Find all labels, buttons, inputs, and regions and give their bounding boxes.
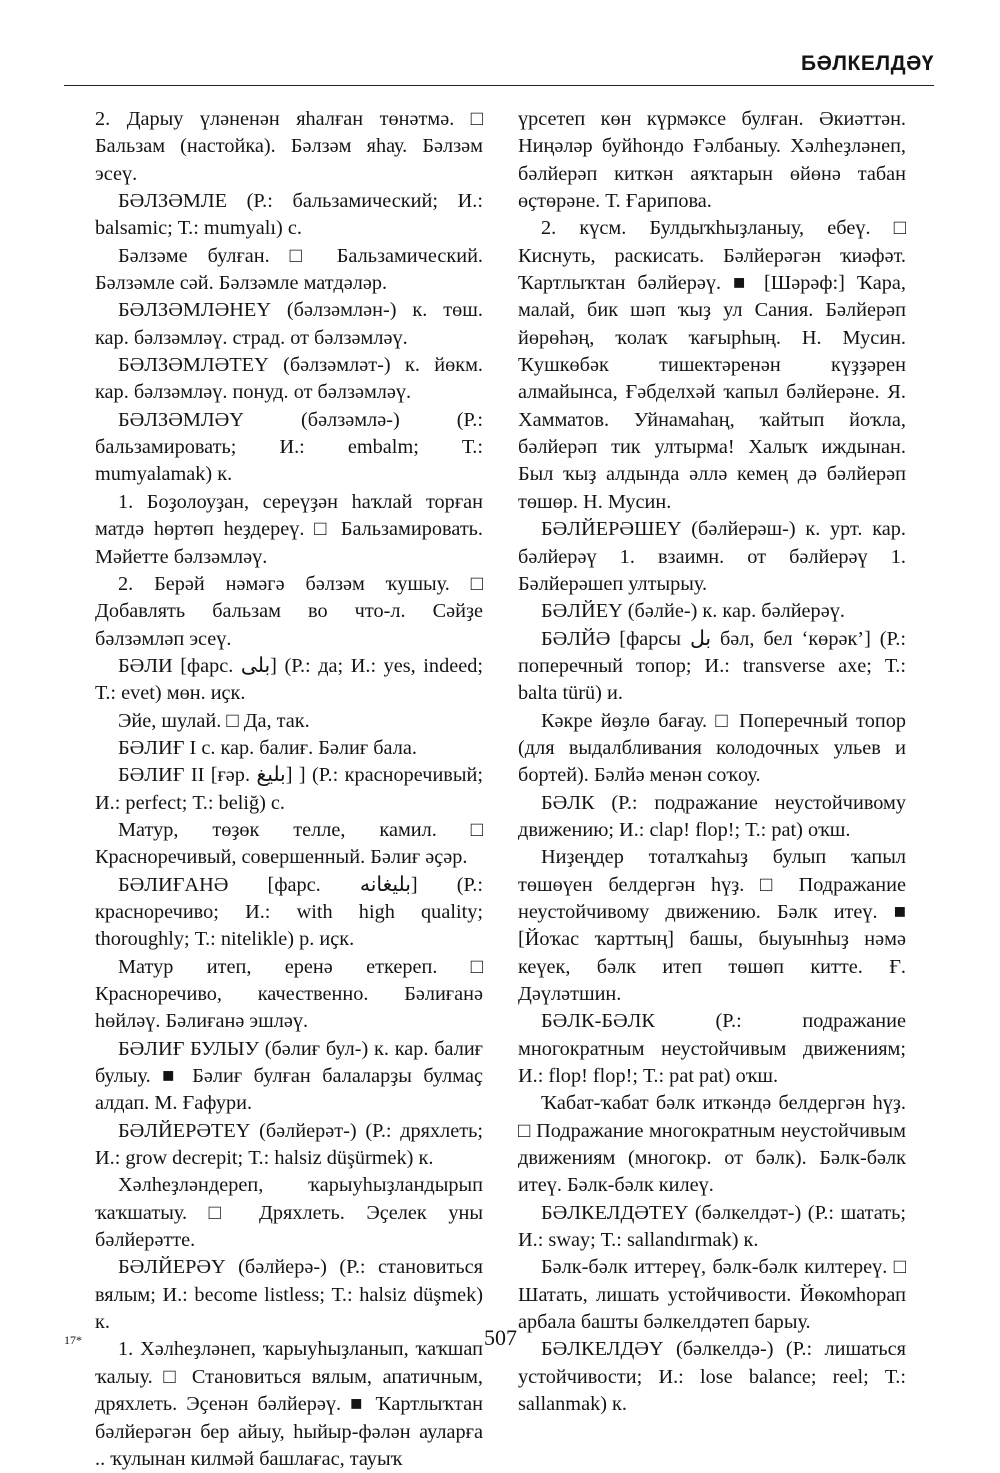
entry-text: Хәлһеҙләндереп, ҡарыуһыҙландырып ҡаҡшатыу. □ Дряхлеть. Эҫелек уны бәлйерәтте. — [95, 1174, 483, 1252]
entry-text: Кәкре йөҙлө бағау. □ Поперечный топор (для выдалбливания колодочных ульев и бортей). Бәлйә менән соҡоу. — [518, 709, 906, 787]
entry-text: БӘЛЙӘ [фарсы بل бәл, бел ‘көрәк’] (Р.: поперечный топор; И.: transverse axe; Т.: balta türü) и. — [518, 627, 906, 705]
left-column — [95, 106, 483, 1473]
entry-text: Ҡабат-ҡабат бәлк иткәндә белдергән һүҙ. □ Подражание многократным неустойчивым движениям (многокр. от бәлк). Бәлк-бәлк итеү. Бәлк-бәлк килеү. — [518, 1092, 906, 1197]
headword-header: БӘЛКЕЛДӘҮ — [800, 52, 934, 75]
entry-text: БӘЛЙЕРӘШЕҮ (бәлйерәш-) к. урт. кар. бәлйерәү 1. взаимн. от бәлйерәү 1. Бәлйерәшеп ултырыу. — [518, 518, 906, 595]
header-rule — [64, 85, 934, 86]
entry-text: Бәлк-бәлк иттереү, бәлк-бәлк килтереү. □ Шатать, лишать устойчивости. Йөкомһорап арбала башты бәлкелдәтеп барыу. — [518, 1256, 906, 1334]
entry-text: БӘЛК-БӘЛК (Р.: подражание многократным неустойчивым движениям; И.: flop! flop!; Т.: pat pat) оҡш. — [518, 1010, 906, 1088]
entry-text: БӘЛКЕЛДӘТЕҮ (бәлкелдәт-) (Р.: шатать; И.: sway; Т.: sallandırmak) к. — [518, 1201, 906, 1252]
entry-text: БӘЛИҒ I с. кар. балиғ. Бәлиғ бала. — [118, 736, 417, 759]
entry-text: БӘЛЗӘМЛӘҮ (бәлзәмлә-) (Р.: бальзамировать; И.: embalm; Т.: mumyalamak) к. — [95, 408, 483, 486]
right-column — [518, 106, 906, 1419]
entry-text: Матур, төҙөк телле, камил. □ Красноречивый, совершенный. Бәлиғ әҫәр. — [95, 818, 483, 869]
page-number: 507 — [484, 1325, 517, 1350]
running-header — [64, 52, 934, 82]
entry-text: Эйе, шулай. □ Да, так. — [118, 709, 310, 732]
entry-text: 1. Хәлһеҙләнеп, ҡарыуһыҙланып, ҡаҡшап ҡалыу. □ Становиться вялым, апатичным, дряхлеть. Эҫенән бәлйерәү. ■ Ҡартлыҡтан бәлйерәгән бер айыу, һыйыр-фәлән ауларға .. ҡулынан килмәй башлағас, тауыҡ — [95, 1338, 483, 1470]
entry-text: 2. Дарыу үләненән яһалған төнәтмә. □ Бальзам (настойка). Бәлзәм яһау. Бәлзәм эсеү. — [95, 108, 483, 185]
entry-text: БӘЛК (Р.: подражание неустойчивому движению; И.: clap! flop!; Т.: pat) оҡш. — [518, 791, 906, 841]
entry-text: 2. күсм. Булдыҡһыҙланыу, ебеү. □ Киснуть, раскисать. Бәлйерәгән ҡиәфәт. Ҡартлыҡтан бәлйерәү. ■ [Шәрәф:] Ҡара, малай, бик шәп ҡыҙ ул Сания. Бәлйерәп йөрөһәң, ҡолаҡ ҡағырһың. Н. Мусин. Ҡушкөбәк тишектәренән күҙҙәрен алмайынса, Ғәбделхәй ҡапыл бәлйерәне. Я. Хамматов. Уйнамаһаң, ҡайтып йоҡла, бәлйерәп тик ултырма! Халыҡ иждынан. Был ҡыҙ алдында әллә кемең дә бәлйерәп төшөр. Н. Мусин. — [518, 217, 906, 513]
entry-text: БӘЛИ [фарс. بلی] (Р.: да; И.: yes, indeed; Т.: evet) мөн. иҫк. — [95, 654, 483, 705]
entry-text: БӘЛИҒ II [ғәр. بليغ] ] (Р.: красноречивый; И.: perfect; Т.: beliğ) с. — [95, 764, 483, 814]
entry-text: БӘЛЙЕҮ (бәлйе-) к. кар. бәлйерәү. — [541, 600, 845, 623]
entry-text: БӘЛЙЕРӘТЕҮ (бәлйерәт-) (Р.: дряхлеть; И.: grow decrepit; Т.: halsiz düşürmek) к. — [95, 1119, 483, 1170]
entry-text: 2. Берәй нәмәгә бәлзәм ҡушыу. □ Добавлять бальзам во что-л. Сәйҙе бәлзәмләп эсеү. — [95, 572, 483, 650]
entry-text: 1. Боҙолоуҙан, сереүҙән һаҡлай торған матдә һөртөп һеҙдереү. □ Бальзамировать. Мәйетте бәлзәмләү. — [95, 490, 483, 568]
entry-text: Бәлзәме булған. □ Бальзамический. Бәлзәмле сәй. Бәлзәмле матдәләр. — [95, 244, 483, 295]
entry-text: Ниҙеңдер тоталҡаһыҙ булып ҡапыл төшөүен белдергән һүҙ. □ Подражание неустойчивому движению. Бәлк итеү. ■ [Йоҡас ҡарттың] башы, быуынһыҙ нәмә кеүек, бәлк итеп төшөп китте. Ғ. Дәүләтшин. — [518, 846, 906, 1005]
entry-text: БӘЛЗӘМЛӘНЕҮ (бәлзәмлән-) к. төш. кар. бәлзәмләү. страд. от бәлзәмләү. — [95, 299, 483, 349]
entry-text: БӘЛЙЕРӘҮ (бәлйерә-) (Р.: становиться вялым; И.: become listless; Т.: halsiz düşmek) к. — [95, 1256, 483, 1334]
entry-text: БӘЛИҒАНӘ [фарс. بليغانه] (Р.: красноречиво; И.: with high quality; thoroughly; Т.: nitelikle) р. иҫк. — [95, 873, 484, 951]
entry-text: үрсетеп көн күрмәксе булған. Әкиәттән. Ниңәләр буйһондо Ғәлбаныу. Хәлһеҙләнеп, бәлйерәп киткән аяҡтарын өйөнә табан өҫтөрәне. Т. Ғарипова. — [518, 108, 906, 213]
entry-text: Матур итеп, еренә еткереп. □ Красноречиво, качественно. Бәлиғанә һөйләү. Бәлиғанә эшләү. — [95, 955, 483, 1033]
entry-text: БӘЛЗӘМЛЕ (Р.: бальзамический; И.: balsamic; Т.: mumyalı) с. — [95, 190, 483, 240]
entry-text: БӘЛИҒ БУЛЫУ (бәлиғ бул-) к. кар. балиғ булыу. ■ Бәлиғ булған балаларҙы булмаҫ алдап. М. Ғафури. — [95, 1037, 483, 1115]
entry-text: БӘЛЗӘМЛӘТЕҮ (бәлзәмләт-) к. йөкм. кар. бәлзәмләү. понуд. от бәлзәмләү. — [95, 354, 483, 404]
signature-mark: 17* — [64, 1333, 82, 1347]
entry-text: БӘЛКЕЛДӘҮ (бәлкелдә-) (Р.: лишаться устойчивости; И.: lose balance; reel; Т.: sallanmak) к. — [518, 1338, 906, 1416]
